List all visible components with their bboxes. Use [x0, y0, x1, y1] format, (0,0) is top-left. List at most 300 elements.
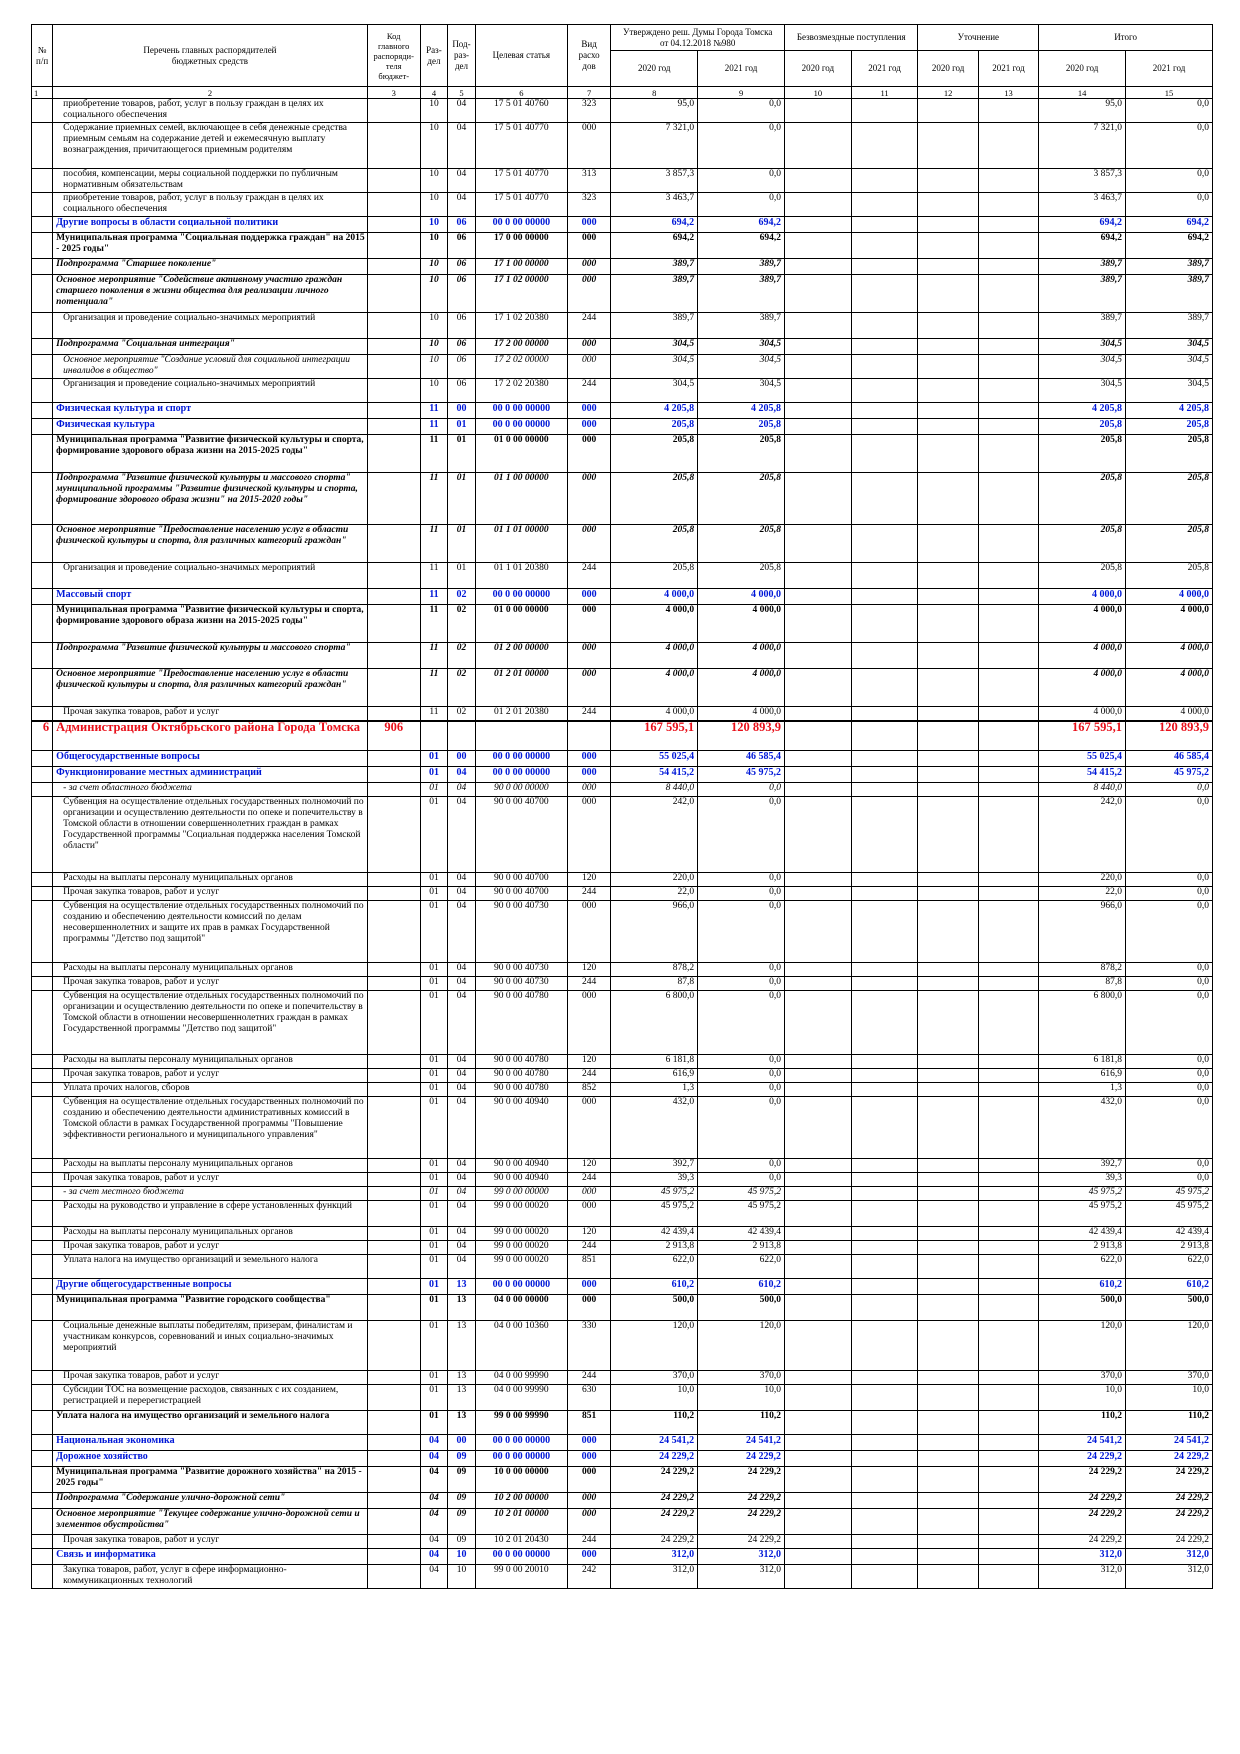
- clarif-2020-cell: [918, 403, 978, 419]
- row-number: [32, 669, 53, 707]
- total-2020-cell: 24 229,2: [1039, 1451, 1126, 1467]
- table-row: [32, 977, 1213, 991]
- free-2021-cell: [851, 435, 918, 473]
- total-2021-cell: 0,0: [1126, 977, 1213, 991]
- table-row: [32, 563, 1213, 589]
- clarif-2021-cell: [978, 797, 1038, 873]
- vid-cell: 851: [567, 1255, 610, 1279]
- total-2020-cell: 6 181,8: [1039, 1055, 1126, 1069]
- approved-2021-cell: 0,0: [698, 783, 785, 797]
- manager-code: [367, 783, 420, 797]
- col-free-header: Безвозмездные поступления: [785, 25, 918, 51]
- table-row: [32, 217, 1213, 233]
- razdel-cell: 11: [420, 435, 448, 473]
- podrazdel-cell: 04: [448, 99, 476, 123]
- manager-code: [367, 233, 420, 259]
- clarif-2021-cell: [978, 1279, 1038, 1295]
- table-row: [32, 605, 1213, 643]
- clarif-2020-cell: [918, 1159, 978, 1173]
- free-2021-cell: [851, 1083, 918, 1097]
- approved-2021-cell: 0,0: [698, 991, 785, 1055]
- podrazdel-cell: 04: [448, 873, 476, 887]
- approved-2021-cell: 4 205,8: [698, 403, 785, 419]
- free-2020-cell: [785, 1055, 852, 1069]
- total-2021-cell: 4 000,0: [1126, 605, 1213, 643]
- col-number: 6: [475, 87, 567, 99]
- total-2021-cell: 622,0: [1126, 1255, 1213, 1279]
- razdel-cell: 01: [420, 1371, 448, 1385]
- row-number: [32, 1055, 53, 1069]
- approved-2020-cell: 616,9: [611, 1069, 698, 1083]
- vid-cell: 000: [567, 403, 610, 419]
- razdel-cell: 01: [420, 963, 448, 977]
- row-name: Функционирование местных администраций: [53, 767, 368, 783]
- razdel-cell: 01: [420, 1097, 448, 1159]
- razdel-cell: 04: [420, 1535, 448, 1549]
- total-2021-cell: 0,0: [1126, 99, 1213, 123]
- manager-code: [367, 1535, 420, 1549]
- row-name: Организация и проведение социально-значимых мероприятий: [53, 563, 368, 589]
- row-name: - за счет местного бюджета: [53, 1187, 368, 1201]
- razdel-cell: 04: [420, 1493, 448, 1509]
- podrazdel-cell: 04: [448, 193, 476, 217]
- celevaya-cell: 01 1 01 00000: [475, 525, 567, 563]
- total-2020-cell: 205,8: [1039, 525, 1126, 563]
- row-name: Муниципальная программа "Социальная поддержка граждан" на 2015 - 2025 годы": [53, 233, 368, 259]
- total-2020-cell: 45 975,2: [1039, 1187, 1126, 1201]
- total-2021-cell: 0,0: [1126, 873, 1213, 887]
- table-row: [32, 339, 1213, 355]
- vid-cell: 000: [567, 1467, 610, 1493]
- total-2021-cell: 0,0: [1126, 1173, 1213, 1187]
- approved-2021-cell: 4 000,0: [698, 643, 785, 669]
- col-number: 11: [851, 87, 918, 99]
- razdel-cell: 10: [420, 339, 448, 355]
- total-2020-cell: 500,0: [1039, 1295, 1126, 1321]
- col-number: 10: [785, 87, 852, 99]
- podrazdel-cell: 00: [448, 403, 476, 419]
- free-2020-cell: [785, 275, 852, 313]
- total-2020-cell: 205,8: [1039, 563, 1126, 589]
- free-2021-cell: [851, 721, 918, 751]
- podrazdel-cell: 04: [448, 1187, 476, 1201]
- free-2020-cell: [785, 1279, 852, 1295]
- celevaya-cell: 04 0 00 10360: [475, 1321, 567, 1371]
- clarif-2020-cell: [918, 1279, 978, 1295]
- free-2021-cell: [851, 169, 918, 193]
- col-celevaya-header: Целевая статья: [475, 25, 567, 87]
- row-number: [32, 1097, 53, 1159]
- table-row: [32, 313, 1213, 339]
- manager-code: [367, 901, 420, 963]
- clarif-2021-cell: [978, 873, 1038, 887]
- clarif-2021-cell: [978, 259, 1038, 275]
- clarif-2021-cell: [978, 1173, 1038, 1187]
- podrazdel-cell: 04: [448, 1055, 476, 1069]
- table-row: [32, 379, 1213, 403]
- total-2020-cell: 389,7: [1039, 313, 1126, 339]
- razdel-cell: 10: [420, 355, 448, 379]
- free-2021-cell: [851, 669, 918, 707]
- col-total-header: Итого: [1039, 25, 1213, 51]
- row-name: Общегосударственные вопросы: [53, 751, 368, 767]
- free-2020-cell: [785, 435, 852, 473]
- total-2021-cell: 10,0: [1126, 1385, 1213, 1411]
- celevaya-cell: 10 2 01 00000: [475, 1509, 567, 1535]
- celevaya-cell: 01 2 00 00000: [475, 643, 567, 669]
- podrazdel-cell: 09: [448, 1509, 476, 1535]
- total-2020-cell: 42 439,4: [1039, 1227, 1126, 1241]
- manager-code: [367, 669, 420, 707]
- row-number: [32, 1451, 53, 1467]
- free-2021-cell: [851, 1097, 918, 1159]
- total-2021-cell: 4 205,8: [1126, 403, 1213, 419]
- clarif-2021-cell: [978, 1255, 1038, 1279]
- clarif-2021-cell: [978, 403, 1038, 419]
- free-2021-cell: [851, 605, 918, 643]
- podrazdel-cell: 04: [448, 797, 476, 873]
- row-number: [32, 1385, 53, 1411]
- vid-cell: 000: [567, 217, 610, 233]
- vid-cell: 000: [567, 783, 610, 797]
- vid-cell: 000: [567, 419, 610, 435]
- manager-code: [367, 1241, 420, 1255]
- table-row: [32, 435, 1213, 473]
- free-2021-cell: [851, 963, 918, 977]
- podrazdel-cell: 13: [448, 1295, 476, 1321]
- celevaya-cell: 90 0 00 00000: [475, 783, 567, 797]
- podrazdel-cell: 04: [448, 1227, 476, 1241]
- clarif-2021-cell: [978, 977, 1038, 991]
- celevaya-cell: 17 1 02 20380: [475, 313, 567, 339]
- clarif-2020-cell: [918, 643, 978, 669]
- razdel-cell: 01: [420, 1083, 448, 1097]
- clarif-2021-cell: [978, 563, 1038, 589]
- razdel-cell: [420, 721, 448, 751]
- row-name: приобретение товаров, работ, услуг в пользу граждан в целях их социального обеспечения: [53, 193, 368, 217]
- approved-2020-cell: 24 229,2: [611, 1451, 698, 1467]
- approved-2021-cell: 622,0: [698, 1255, 785, 1279]
- razdel-cell: 10: [420, 313, 448, 339]
- approved-2021-cell: 0,0: [698, 901, 785, 963]
- vid-cell: 000: [567, 589, 610, 605]
- total-2020-cell: 205,8: [1039, 473, 1126, 525]
- celevaya-cell: 10 0 00 00000: [475, 1467, 567, 1493]
- row-number: [32, 643, 53, 669]
- clarif-2021-cell: [978, 193, 1038, 217]
- clarif-2020-cell: [918, 589, 978, 605]
- clarif-2020-cell: [918, 751, 978, 767]
- row-name: Дорожное хозяйство: [53, 1451, 368, 1467]
- vid-cell: 630: [567, 1385, 610, 1411]
- row-name: Уплата налога на имущество организаций и земельного налога: [53, 1255, 368, 1279]
- approved-2021-cell: 0,0: [698, 99, 785, 123]
- row-number: [32, 1083, 53, 1097]
- total-2021-cell: 0,0: [1126, 963, 1213, 977]
- table-row: [32, 1097, 1213, 1159]
- table-row: [32, 1549, 1213, 1565]
- row-number: [32, 963, 53, 977]
- clarif-2020-cell: [918, 605, 978, 643]
- total-2021-cell: 4 000,0: [1126, 669, 1213, 707]
- total-2021-cell: 0,0: [1126, 1069, 1213, 1083]
- razdel-cell: 11: [420, 605, 448, 643]
- celevaya-cell: 17 5 01 40770: [475, 193, 567, 217]
- total-2020-cell: 45 975,2: [1039, 1201, 1126, 1227]
- clarif-2021-cell: [978, 99, 1038, 123]
- clarif-2021-cell: [978, 767, 1038, 783]
- manager-code: [367, 1385, 420, 1411]
- col-vid-header: Вид расхо дов: [567, 25, 610, 87]
- col-number: 8: [611, 87, 698, 99]
- free-2020-cell: [785, 99, 852, 123]
- total-2020-cell: 10,0: [1039, 1385, 1126, 1411]
- row-number: [32, 1435, 53, 1451]
- clarif-2020-cell: [918, 217, 978, 233]
- row-number: [32, 1173, 53, 1187]
- approved-2021-cell: 24 229,2: [698, 1451, 785, 1467]
- table-row: [32, 873, 1213, 887]
- clarif-2020-cell: [918, 355, 978, 379]
- total-2020-cell: 120,0: [1039, 1321, 1126, 1371]
- clarif-2021-cell: [978, 1083, 1038, 1097]
- total-2020-cell: 24 229,2: [1039, 1535, 1126, 1549]
- clarif-2021-cell: [978, 1565, 1038, 1589]
- table-row: [32, 1055, 1213, 1069]
- podrazdel-cell: 13: [448, 1385, 476, 1411]
- vid-cell: 313: [567, 169, 610, 193]
- row-number: [32, 605, 53, 643]
- manager-code: [367, 1509, 420, 1535]
- free-2020-cell: [785, 767, 852, 783]
- clarif-2020-cell: [918, 563, 978, 589]
- celevaya-cell: 99 0 00 20010: [475, 1565, 567, 1589]
- row-name: Расходы на руководство и управление в сфере установленных функций: [53, 1201, 368, 1227]
- total-2020-cell: 966,0: [1039, 901, 1126, 963]
- row-number: [32, 783, 53, 797]
- approved-2020-cell: 24 229,2: [611, 1535, 698, 1549]
- razdel-cell: 01: [420, 1295, 448, 1321]
- vid-cell: 000: [567, 797, 610, 873]
- row-number: [32, 991, 53, 1055]
- table-row: [32, 1493, 1213, 1509]
- free-2020-cell: [785, 977, 852, 991]
- free-2021-cell: [851, 589, 918, 605]
- free-2020-cell: [785, 313, 852, 339]
- vid-cell: 244: [567, 563, 610, 589]
- table-row: [32, 1241, 1213, 1255]
- razdel-cell: 11: [420, 589, 448, 605]
- table-row: [32, 123, 1213, 169]
- total-2020-cell: 24 229,2: [1039, 1509, 1126, 1535]
- free-2021-cell: [851, 991, 918, 1055]
- total-2021-cell: 0,0: [1126, 1159, 1213, 1173]
- free-2021-cell: [851, 783, 918, 797]
- celevaya-cell: 01 0 00 00000: [475, 435, 567, 473]
- manager-code: [367, 435, 420, 473]
- total-2020-cell: 6 800,0: [1039, 991, 1126, 1055]
- year-2021-header: 2021 год: [851, 51, 918, 87]
- razdel-cell: 01: [420, 797, 448, 873]
- podrazdel-cell: 06: [448, 233, 476, 259]
- free-2020-cell: [785, 563, 852, 589]
- celevaya-cell: 90 0 00 40940: [475, 1097, 567, 1159]
- vid-cell: 000: [567, 751, 610, 767]
- razdel-cell: 01: [420, 751, 448, 767]
- approved-2020-cell: 304,5: [611, 339, 698, 355]
- manager-code: [367, 977, 420, 991]
- table-row: [32, 751, 1213, 767]
- total-2020-cell: 694,2: [1039, 233, 1126, 259]
- approved-2020-cell: 205,8: [611, 419, 698, 435]
- total-2020-cell: 312,0: [1039, 1549, 1126, 1565]
- approved-2020-cell: 205,8: [611, 473, 698, 525]
- clarif-2021-cell: [978, 379, 1038, 403]
- clarif-2021-cell: [978, 1467, 1038, 1493]
- approved-2021-cell: 0,0: [698, 797, 785, 873]
- total-2021-cell: 45 975,2: [1126, 1187, 1213, 1201]
- clarif-2020-cell: [918, 1535, 978, 1549]
- total-2021-cell: 205,8: [1126, 435, 1213, 473]
- row-name: Субвенция на осуществление отдельных государственных полномочий по организации и осуществлению деятельности по опеке и попечительству в Томской области в отношении совершеннолетних граждан в рамках Государственной программы "Социальная поддержка населения Томской области": [53, 797, 368, 873]
- col-clarif-header: Уточнение: [918, 25, 1039, 51]
- free-2021-cell: [851, 1279, 918, 1295]
- celevaya-cell: 00 0 00 00000: [475, 751, 567, 767]
- budget-document: [31, 24, 1213, 1589]
- total-2021-cell: 4 000,0: [1126, 589, 1213, 605]
- vid-cell: 000: [567, 123, 610, 169]
- free-2021-cell: [851, 1255, 918, 1279]
- vid-cell: 000: [567, 1549, 610, 1565]
- row-name: Другие вопросы в области социальной политики: [53, 217, 368, 233]
- podrazdel-cell: 04: [448, 887, 476, 901]
- free-2021-cell: [851, 403, 918, 419]
- free-2021-cell: [851, 193, 918, 217]
- clarif-2020-cell: [918, 435, 978, 473]
- row-name: Расходы на выплаты персоналу муниципальных органов: [53, 963, 368, 977]
- free-2020-cell: [785, 1411, 852, 1435]
- row-name: Организация и проведение социально-значимых мероприятий: [53, 313, 368, 339]
- clarif-2020-cell: [918, 1565, 978, 1589]
- podrazdel-cell: 01: [448, 435, 476, 473]
- manager-code: [367, 1411, 420, 1435]
- podrazdel-cell: 02: [448, 707, 476, 721]
- free-2020-cell: [785, 169, 852, 193]
- manager-code: [367, 1371, 420, 1385]
- podrazdel-cell: 06: [448, 217, 476, 233]
- manager-code: [367, 313, 420, 339]
- manager-code: [367, 1467, 420, 1493]
- vid-cell: 120: [567, 1159, 610, 1173]
- clarif-2021-cell: [978, 1411, 1038, 1435]
- clarif-2020-cell: [918, 1083, 978, 1097]
- total-2020-cell: 8 440,0: [1039, 783, 1126, 797]
- razdel-cell: 01: [420, 1173, 448, 1187]
- celevaya-cell: 99 0 00 00020: [475, 1241, 567, 1255]
- razdel-cell: 01: [420, 1411, 448, 1435]
- approved-2021-cell: 0,0: [698, 193, 785, 217]
- table-row: [32, 963, 1213, 977]
- celevaya-cell: 90 0 00 40700: [475, 887, 567, 901]
- row-number: [32, 525, 53, 563]
- celevaya-cell: 00 0 00 00000: [475, 1279, 567, 1295]
- clarif-2020-cell: [918, 767, 978, 783]
- free-2020-cell: [785, 1201, 852, 1227]
- table-row: [32, 1227, 1213, 1241]
- table-row: [32, 99, 1213, 123]
- approved-2021-cell: 0,0: [698, 1069, 785, 1083]
- col-number: 4: [420, 87, 448, 99]
- free-2020-cell: [785, 1255, 852, 1279]
- podrazdel-cell: 04: [448, 767, 476, 783]
- approved-2021-cell: 304,5: [698, 339, 785, 355]
- row-name: Расходы на выплаты персоналу муниципальных органов: [53, 1159, 368, 1173]
- approved-2020-cell: 24 229,2: [611, 1509, 698, 1535]
- row-number: [32, 355, 53, 379]
- year-2020-header: 2020 год: [1039, 51, 1126, 87]
- clarif-2021-cell: [978, 605, 1038, 643]
- free-2021-cell: [851, 873, 918, 887]
- total-2020-cell: 622,0: [1039, 1255, 1126, 1279]
- total-2020-cell: 616,9: [1039, 1069, 1126, 1083]
- clarif-2021-cell: [978, 901, 1038, 963]
- razdel-cell: 01: [420, 1321, 448, 1371]
- total-2021-cell: 42 439,4: [1126, 1227, 1213, 1241]
- free-2020-cell: [785, 1083, 852, 1097]
- row-number: [32, 379, 53, 403]
- razdel-cell: 01: [420, 783, 448, 797]
- podrazdel-cell: 04: [448, 1159, 476, 1173]
- manager-code: [367, 887, 420, 901]
- free-2020-cell: [785, 1493, 852, 1509]
- free-2020-cell: [785, 1241, 852, 1255]
- approved-2021-cell: 4 000,0: [698, 669, 785, 707]
- row-number: [32, 403, 53, 419]
- row-name: Подпрограмма "Социальная интеграция": [53, 339, 368, 355]
- vid-cell: 000: [567, 643, 610, 669]
- clarif-2021-cell: [978, 1509, 1038, 1535]
- table-row: [32, 259, 1213, 275]
- approved-2021-cell: 389,7: [698, 275, 785, 313]
- row-number: [32, 563, 53, 589]
- clarif-2020-cell: [918, 991, 978, 1055]
- clarif-2021-cell: [978, 435, 1038, 473]
- vid-cell: 000: [567, 233, 610, 259]
- free-2021-cell: [851, 123, 918, 169]
- vid-cell: 244: [567, 1371, 610, 1385]
- razdel-cell: 01: [420, 1227, 448, 1241]
- free-2021-cell: [851, 1385, 918, 1411]
- vid-cell: 000: [567, 339, 610, 355]
- approved-2021-cell: 0,0: [698, 963, 785, 977]
- row-name: Подпрограмма "Содержание улично-дорожной сети": [53, 1493, 368, 1509]
- row-number: [32, 259, 53, 275]
- row-name: Субвенция на осуществление отдельных государственных полномочий по созданию и обеспечению деятельности комиссий по делам несовершеннолетних и защите их прав в рамках Государственной программы "Детство под защитой": [53, 901, 368, 963]
- manager-code: [367, 1097, 420, 1159]
- row-number: [32, 1227, 53, 1241]
- clarif-2020-cell: [918, 193, 978, 217]
- total-2021-cell: 312,0: [1126, 1549, 1213, 1565]
- approved-2021-cell: 304,5: [698, 355, 785, 379]
- podrazdel-cell: 06: [448, 379, 476, 403]
- table-row: [32, 1279, 1213, 1295]
- podrazdel-cell: 04: [448, 1083, 476, 1097]
- razdel-cell: 04: [420, 1451, 448, 1467]
- free-2020-cell: [785, 339, 852, 355]
- total-2020-cell: 304,5: [1039, 355, 1126, 379]
- razdel-cell: 11: [420, 563, 448, 589]
- approved-2020-cell: 304,5: [611, 379, 698, 403]
